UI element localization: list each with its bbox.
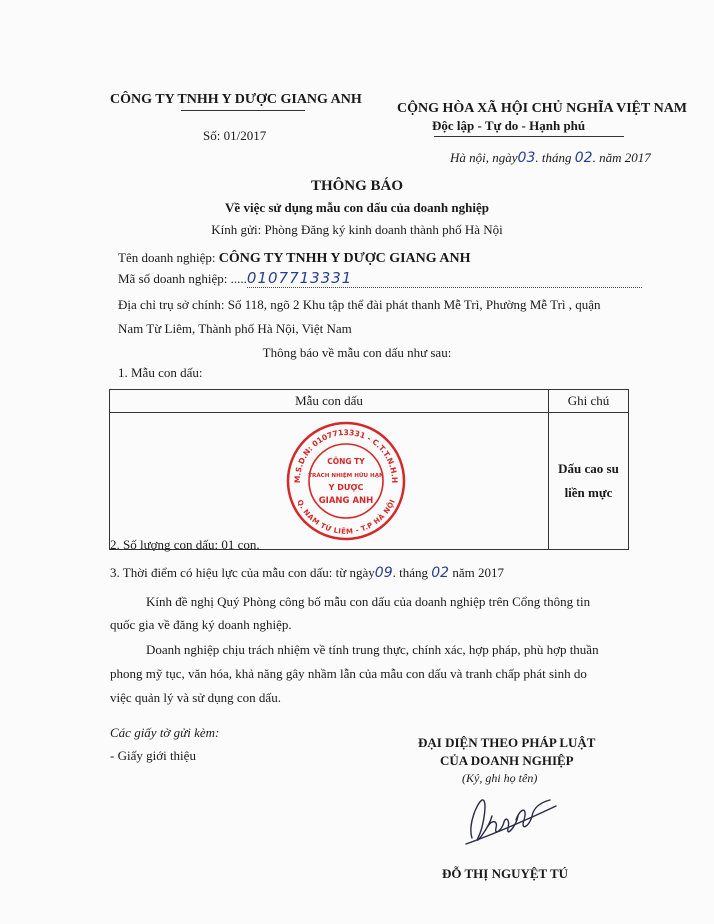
seal-outer-ring [288,423,404,539]
note-cell [549,413,629,550]
document-title: THÔNG BÁO [310,178,404,194]
business-code-dotline [247,269,642,288]
seal-ring-text: M.S.D.N: 0107713331 - C.T.T.N.H.H [292,427,400,484]
document-subject: Về việc sử dụng mẫu con dấu của doanh nghiệp [225,200,489,215]
signature-stroke-4 [466,806,556,844]
seal-bottom-text: Q. NAM TỪ LIÊM - T.P HÀ NỘI [295,498,397,536]
seal-inner-ring [309,444,383,518]
note-column-header: Ghi chú [549,390,629,413]
signature-stroke-1 [471,800,492,840]
date-prefix: Hà nội, ngày [450,150,518,165]
business-name-value: CÔNG TY TNHH Y DƯỢC GIANG ANH [218,251,471,266]
section-3-month: 02 [431,565,450,581]
paragraph-2-line-1: Doanh nghiệp chịu trách nhiệm về tính trung thực, chính xác, hợp pháp, phù hợp thuần [146,642,599,657]
address-line-1: Địa chỉ trụ sở chính: Số 118, ngõ 2 Khu tập thể đài phát thanh Mễ Trì, Phường Mễ Trì , quận [118,297,601,312]
representative-line-2: CỦA DOANH NGHIỆP [440,753,574,768]
date-month: 02 [574,150,593,166]
company-underline [181,110,305,111]
paragraph-1-line-2: quốc gia về đăng ký doanh nghiệp. [110,617,292,632]
business-name-row [118,250,471,267]
seal-table-header-row [110,390,629,413]
seal-table-body-row [110,413,629,550]
signature-instruction: (Ký, ghi họ tên) [462,771,538,785]
seal-line-3: Y DƯỢC [328,483,364,492]
seal-line-1: CÔNG TY [327,457,365,466]
paragraph-2-line-2: phong mỹ tục, văn hóa, khả năng gây nhầm lẫn của mẫu con dấu và tranh chấp phát sinh do [110,666,587,681]
handwritten-signature [458,786,568,856]
section-3-day: 09 [374,565,393,581]
business-code-value: 0107713331 [246,269,353,287]
attachments-title: Các giấy tờ gửi kèm: [110,725,220,740]
section-3-year: năm 2017 [452,565,504,580]
note-line-1: Dấu cao su [558,461,619,476]
date-day: 03 [517,150,536,166]
company-seal-stamp [284,419,408,543]
seal-column-header: Mẫu con dấu [110,390,549,413]
notice-intro: Thông báo về mẫu con dấu như sau: [262,345,452,360]
country-name: CỘNG HÒA XÃ HỘI CHỦ NGHĨA VIỆT NAM [397,101,688,116]
national-motto: Độc lập - Tự do - Hạnh phú [432,118,586,133]
date-year: năm 2017 [599,150,651,165]
section-3-prefix: 3. Thời điểm có hiệu lực của mẫu con dấu: từ ngày [110,565,375,580]
document-recipient: Kính gửi: Phòng Đăng ký kinh doanh thành phố Hà Nội [211,222,503,237]
attachment-item: - Giấy giới thiệu [110,748,196,763]
business-code-label: Mã số doanh nghiệp: ..... [118,271,247,286]
paragraph-2-line-3: việc quản lý và sử dụng con dấu. [110,690,281,705]
section-3-month-label: tháng [399,565,428,580]
seal-table [109,389,629,550]
paragraph-1-line-1: Kính đề nghị Quý Phòng công bố mẫu con dấu của doanh nghiệp trên Cổng thông tin [146,594,591,609]
seal-line-2: TRÁCH NHIỆM HỮU HẠN [308,473,384,479]
business-name-label: Tên doanh nghiệp: [118,250,216,265]
section-3: 3. Thời điểm có hiệu lực của mẫu con dấu: từ ngày09. tháng 02 năm 2017 [110,565,504,581]
document-number: Số: 01/2017 [203,128,267,143]
representative-line-1: ĐẠI DIỆN THEO PHÁP LUẬT [418,735,596,750]
seal-line-4: GIANG ANH [318,496,374,506]
motto-underline [434,136,624,137]
date-month-label: tháng [541,150,572,165]
section-2: 2. Số lượng con dấu: 01 con. [110,537,260,552]
document-date: Hà nội, ngày03. tháng 02. năm 2017 [450,150,651,166]
signature-stroke-3 [516,800,550,827]
address-line-2: Nam Từ Liêm, Thành phố Hà Nội, Việt Nam [118,321,352,336]
business-code-row [118,269,642,288]
seal-cell [110,413,549,550]
note-line-2: liền mực [564,485,613,500]
signer-name: ĐỖ THỊ NGUYỆT TÚ [442,866,569,881]
company-name: CÔNG TY TNHH Y DƯỢC GIANG ANH [110,92,362,107]
section-1-heading: 1. Mẫu con dấu: [118,365,203,380]
